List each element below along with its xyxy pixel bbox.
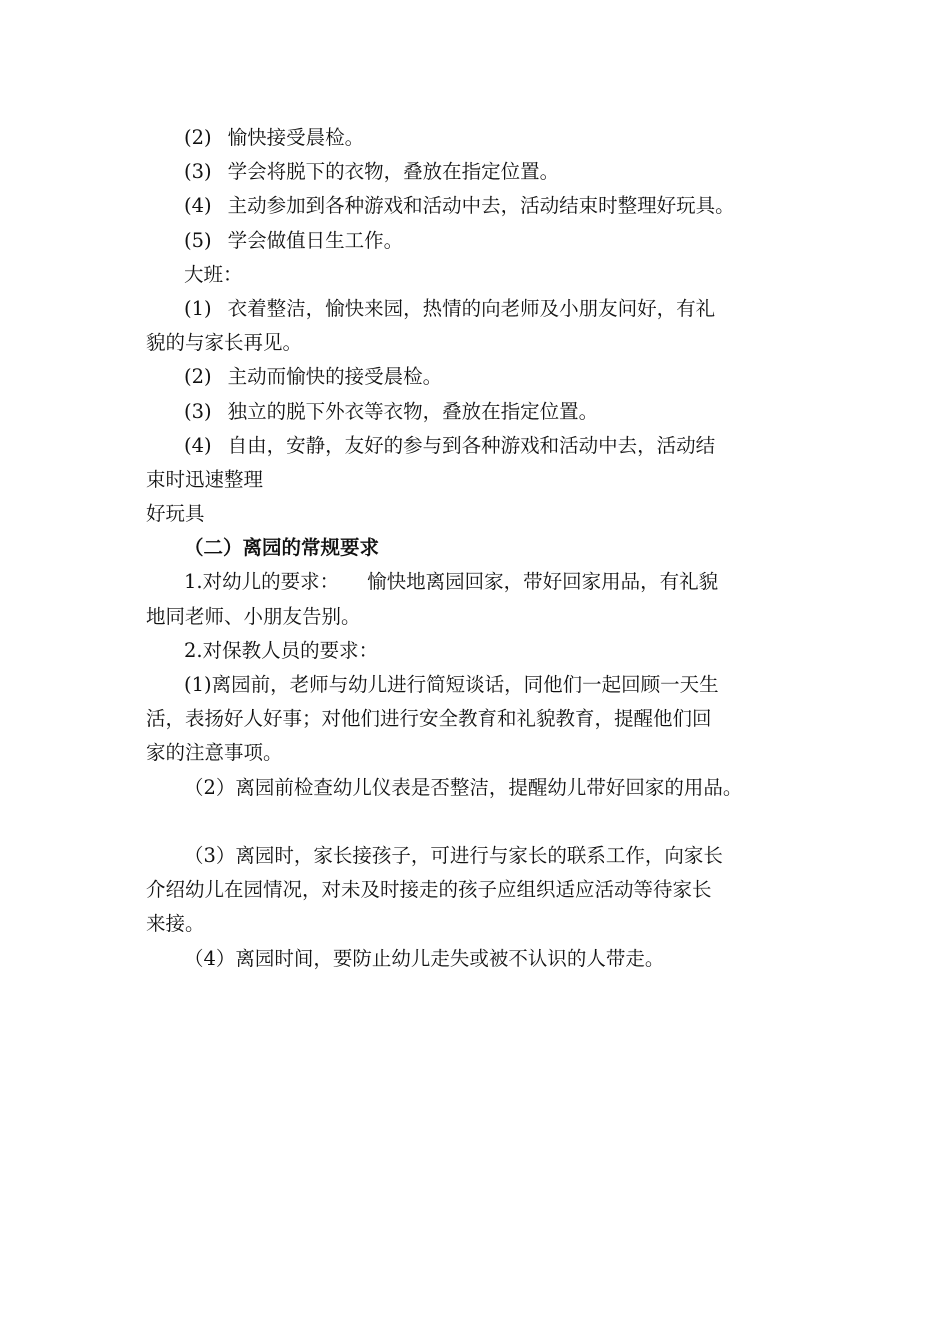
- paragraph-line: （3）离园时，家长接孩子，可进行与家长的联系工作，向家长: [184, 843, 723, 867]
- continuation-line: 地同老师、小朋友告别。: [146, 604, 361, 628]
- paragraph-line: （2）离园前检查幼儿仪表是否整洁，提醒幼儿带好回家的用品。: [184, 775, 743, 799]
- item-number: (4): [184, 194, 212, 218]
- paragraph-line: [146, 565, 810, 599]
- section-heading: （二）离园的常规要求: [184, 536, 380, 560]
- list-item: [146, 429, 810, 463]
- continuation-line: 束时迅速整理: [146, 467, 264, 491]
- continuation-line: 好玩具: [146, 502, 205, 526]
- item-text: 愉快接受晨检。: [227, 126, 365, 149]
- item-text: 学会做值日生工作。: [227, 228, 404, 252]
- document-body: [146, 121, 810, 976]
- list-item: [146, 224, 810, 258]
- continuation-line: 活，表扬好人好事；对他们进行安全教育和礼貌教育，提醒他们回: [146, 707, 712, 731]
- list-item: [146, 155, 810, 189]
- continuation-line: 家的注意事项。: [146, 741, 283, 765]
- item-text: 自由，安静，友好的参与到各种游戏和活动中去，活动结: [227, 433, 716, 457]
- item-number: (3): [184, 399, 212, 423]
- requirement-text: 愉快地离园回家，带好回家用品，有礼貌: [367, 570, 719, 594]
- paragraph-line: （4）离园时间，要防止幼儿走失或被不认识的人带走。: [184, 946, 665, 970]
- item-number: (2): [184, 126, 212, 149]
- continuation-line: 貌的与家长再见。: [146, 331, 303, 355]
- list-item: [146, 189, 810, 223]
- item-text: 主动而愉快的接受晨检。: [227, 365, 443, 389]
- item-text: 学会将脱下的衣物，叠放在指定位置。: [227, 160, 560, 184]
- item-number: (4): [184, 433, 212, 457]
- list-item: [146, 395, 810, 429]
- continuation-line: 来接。: [146, 912, 205, 936]
- paragraph-line: (1)离园前，老师与幼儿进行简短谈话，同他们一起回顾一天生: [184, 673, 719, 696]
- item-number: (3): [184, 160, 212, 184]
- item-number: (5): [184, 228, 212, 252]
- continuation-line: 介绍幼儿在园情况，对未及时接走的孩子应组织适应活动等待家长: [146, 878, 712, 902]
- item-number: (2): [184, 365, 212, 389]
- list-item: [146, 121, 810, 155]
- item-text: 衣着整洁，愉快来园，热情的向老师及小朋友问好，有礼: [227, 296, 716, 320]
- blank-line: [146, 805, 810, 839]
- section-label: 大班：: [184, 262, 243, 286]
- item-text: 独立的脱下外衣等衣物，叠放在指定位置。: [227, 399, 599, 423]
- paragraph-line: 2.对保教人员的要求：: [184, 638, 379, 662]
- item-text: 主动参加到各种游戏和活动中去，活动结束时整理好玩具。: [227, 194, 735, 218]
- list-item: [146, 292, 810, 326]
- list-item: [146, 360, 810, 394]
- requirement-label: 1.对幼儿的要求：: [184, 570, 340, 594]
- item-number: (1): [184, 296, 212, 320]
